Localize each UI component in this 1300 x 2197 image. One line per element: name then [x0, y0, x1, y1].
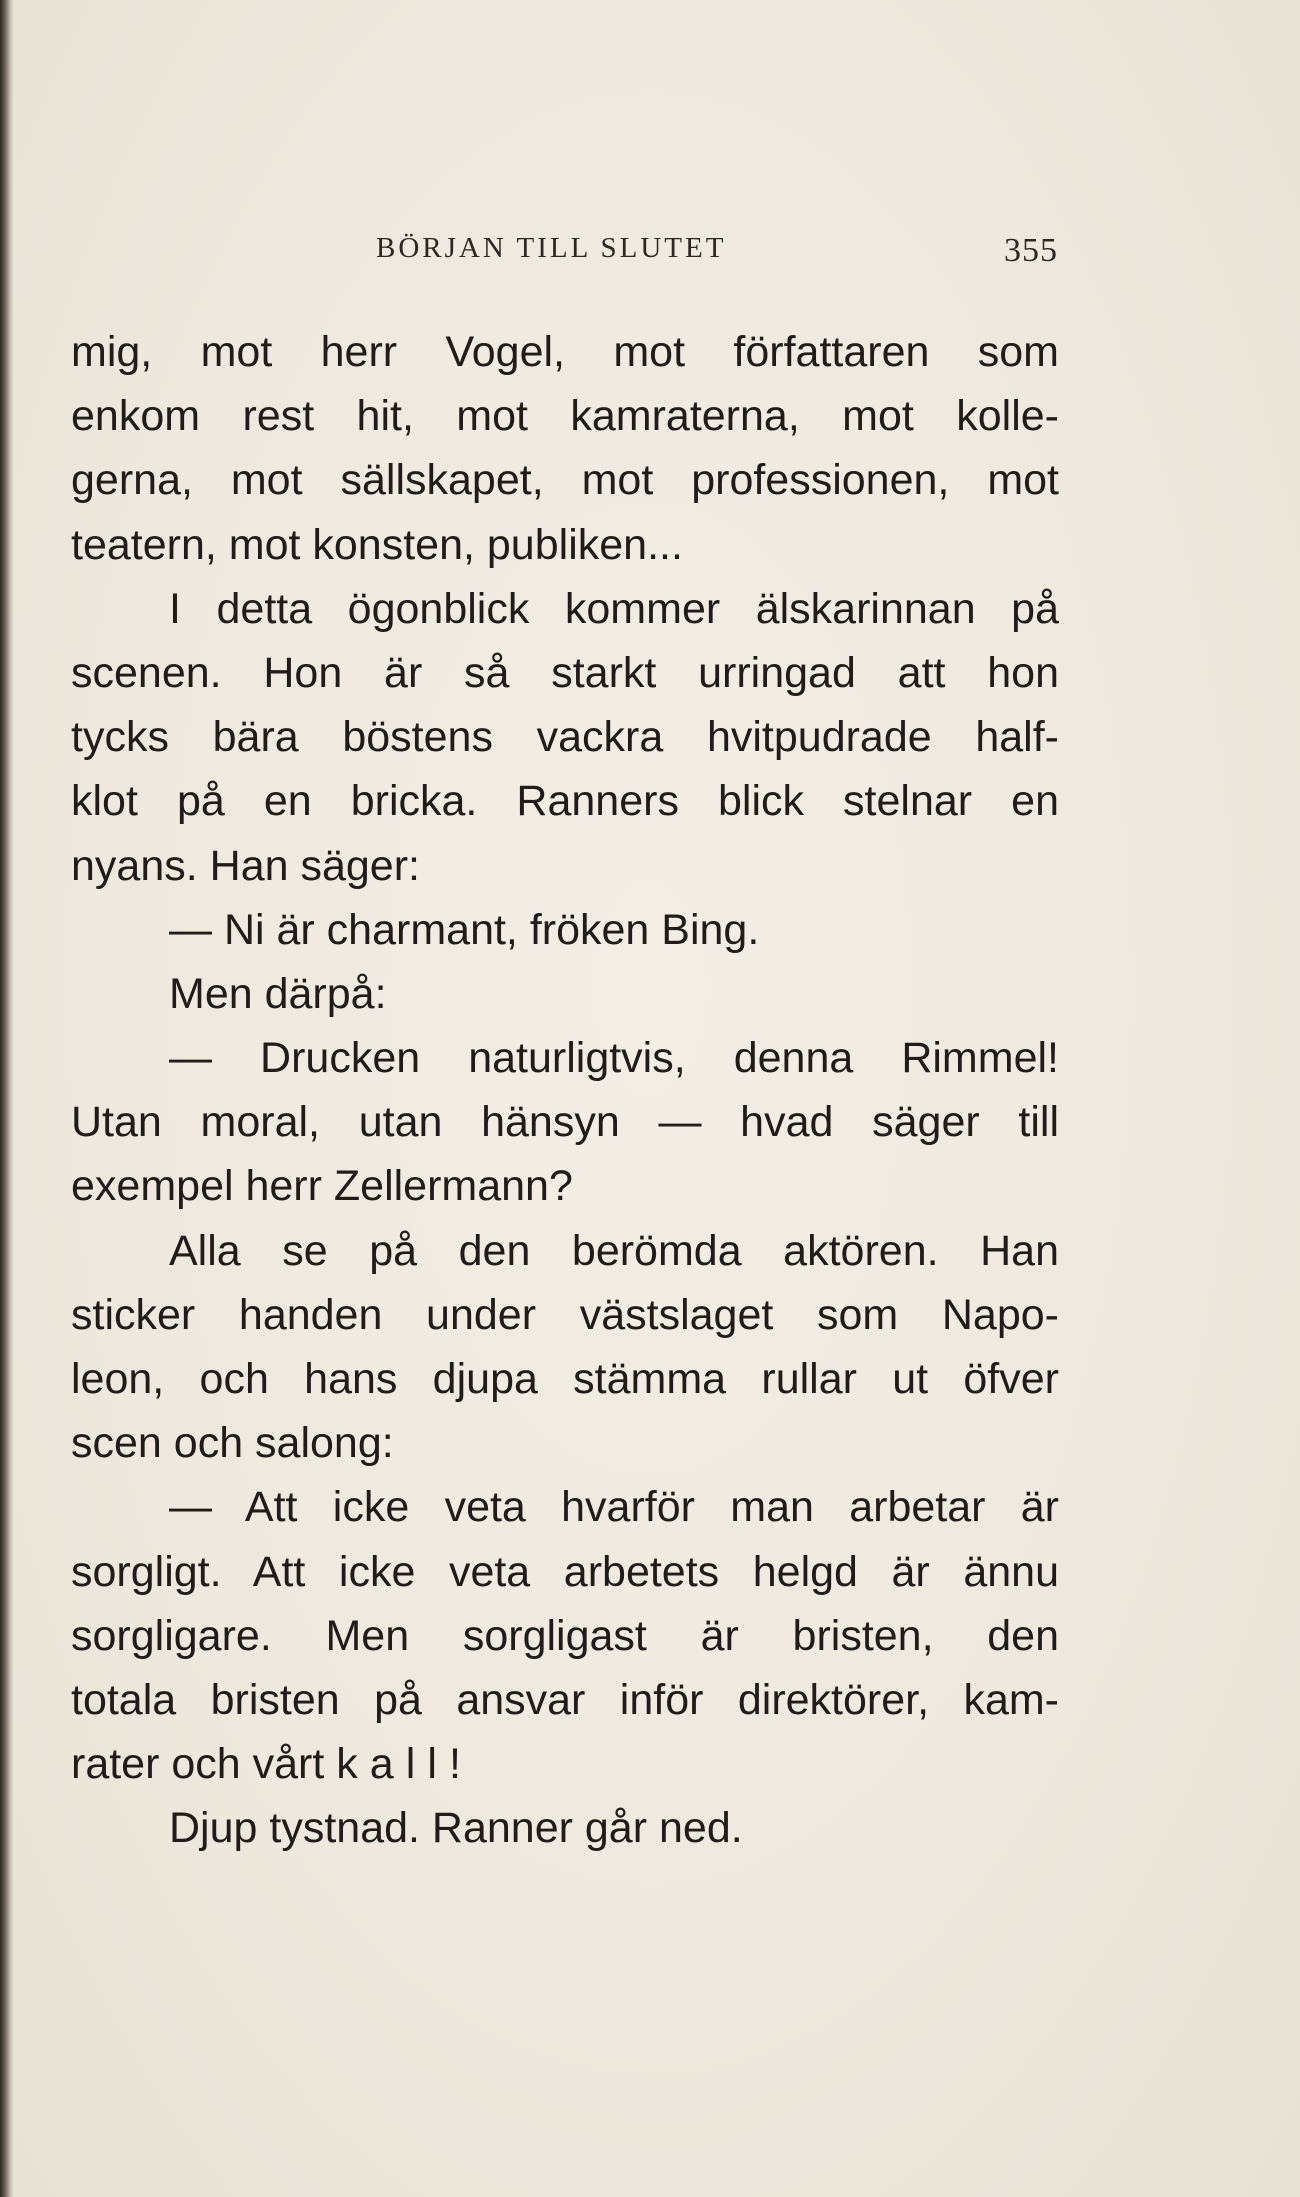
text-line: teatern, mot konsten, publiken...: [71, 520, 683, 569]
text-line: mig, mot herr Vogel, mot författaren som: [71, 328, 1059, 376]
text-line: — Ni är charmant, fröken Bing.: [169, 905, 760, 954]
text-line: sorgligare. Men sorgligast är bristen, den: [71, 1611, 1059, 1660]
text-line: gerna, mot sällskapet, mot professionen, mot: [71, 456, 1059, 505]
text-line: nyans. Han säger:: [71, 841, 420, 890]
text-line: Utan moral, utan hänsyn — hvad säger till: [71, 1098, 1059, 1147]
running-head: [0, 232, 1300, 272]
text-line: totala bristen på ansvar inför direktörer, kam-: [71, 1675, 1059, 1724]
text-line: scenen. Hon är så starkt urringad att hon: [71, 648, 1059, 697]
text-segment: rater och vårt: [71, 1740, 337, 1789]
text-line: klot på en bricka. Ranners blick stelnar en: [71, 777, 1059, 826]
text-line: [71, 1732, 1059, 1796]
text-line: sticker handen under västslaget som Napo-: [71, 1290, 1059, 1339]
page-number: 355: [1004, 232, 1058, 269]
running-title: BÖRJAN TILL SLUTET: [376, 232, 727, 264]
text-line: sorgligt. Att icke veta arbetets helgd är ännu: [71, 1547, 1059, 1596]
text-line: Men därpå:: [169, 969, 387, 1018]
text-line: exempel herr Zellermann?: [71, 1162, 573, 1211]
text-line: Djup tystnad. Ranner går ned.: [169, 1804, 743, 1853]
text-segment: !: [448, 1740, 461, 1789]
spaced-word: kall: [336, 1740, 449, 1789]
text-line: tycks bära böstens vackra hvitpudrade half-: [71, 713, 1059, 762]
text-line: enkom rest hit, mot kamraterna, mot kolle-: [71, 392, 1059, 441]
binding-shadow: [0, 0, 14, 2197]
text-line: — Att icke veta hvarför man arbetar är: [169, 1483, 1059, 1532]
text-line: Alla se på den berömda aktören. Han: [169, 1226, 1059, 1275]
text-line: I detta ögonblick kommer älskarinnan på: [169, 584, 1059, 633]
text-line: scen och salong:: [71, 1419, 394, 1468]
body-text: [71, 320, 1059, 1861]
text-line: — Drucken naturligtvis, denna Rimmel!: [169, 1034, 1059, 1083]
text-line: leon, och hans djupa stämma rullar ut öfver: [71, 1355, 1059, 1403]
